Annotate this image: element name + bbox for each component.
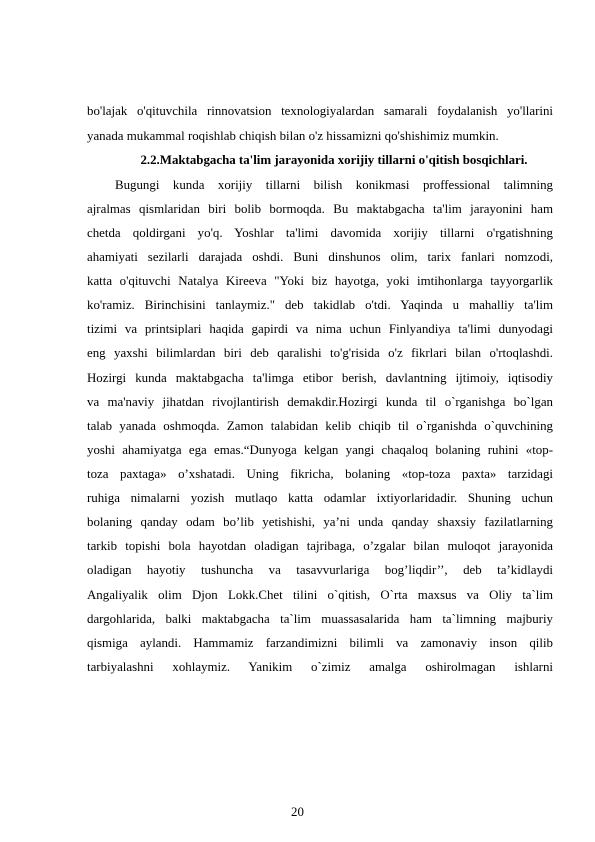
body-line-11: talab yanada oshmoqda. Zamon talabidan kelib chiqib til o`rganishda o`quvchining bbox=[87, 419, 553, 433]
body-line-10: va ma'naviy jihatdan rivojlantirish demakdir.Hozirgi kunda til o`rganishga bo`lgan bbox=[87, 395, 553, 409]
body-line-5: katta o'qituvchi Natalya Kireeva "Yoki biz hayotga, yoki imtihonlarga tayyorgarlik bbox=[87, 274, 553, 288]
body-line-2: ajralmas qismlaridan biri bolib bormoqda. Bu maktabgacha ta'lim jarayonini ham bbox=[87, 202, 553, 216]
page-number: 20 bbox=[291, 805, 304, 819]
body-line-8: eng yaxshi bilimlardan biri deb qaralishi to'g'risida o'z fikrlari bilan o'rtoqlashdi. bbox=[87, 346, 553, 360]
body-line-13: toza paxtaga» o’xshatadi. Uning fikricha, bolaning «top-toza paxta» tarzidagi bbox=[87, 467, 553, 481]
body-line-17: oladigan hayotiy tushuncha va tasavvurlariga bog’liqdir’’, deb ta’kidlaydi bbox=[87, 563, 553, 577]
body-line-12: yoshi ahamiyatga ega emas.“Dunyoga kelgan yangi chaqaloq bolaning ruhini «top- bbox=[87, 443, 553, 457]
section-heading: 2.2.Maktabgacha ta'lim jarayonida xorijiy tillarni o'qitish bosqichlari. bbox=[140, 153, 528, 167]
body-line-18: Angaliyalik olim Djon Lokk.Chet tilini o`qitish, O`rta maxsus va Oliy ta`lim bbox=[87, 588, 553, 602]
body-line-9: Hozirgi kunda maktabgacha ta'limga etibor berish, davlantning ijtimoiy, iqtisodiy bbox=[87, 371, 553, 385]
body-line-15: bolaning qanday odam bo’lib yetishishi, ya’ni unda qanday shaxsiy fazilatlarning bbox=[87, 515, 553, 529]
body-line-4: ahamiyati sezilarli darajada oshdi. Buni dinshunos olim, tarix fanlari nomzodi, bbox=[87, 250, 553, 264]
body-line-6: ko'ramiz. Birinchisini tanlaymiz." deb takidlab o'tdi. Yaqinda u mahalliy ta'lim bbox=[87, 298, 553, 312]
body-line-14: ruhiga nimalarni yozish mutlaqo katta odamlar ixtiyorlaridadir. Shuning uchun bbox=[87, 491, 553, 505]
body-line-3: chetda qoldirgani yo'q. Yoshlar ta'limi davomida xorijiy tillarni o'rgatishning bbox=[87, 226, 553, 240]
body-line-16: tarkib topishi bola hayotdan oladigan tajribaga, o’zgalar bilan muloqot jarayonida bbox=[87, 539, 553, 553]
body-line-20: qismiga aylandi. Hammamiz farzandimizni bilimli va zamonaviy inson qilib bbox=[87, 636, 553, 650]
body-line-19: dargohlarida, balki maktabgacha ta`lim muassasalarida ham ta`limning majburiy bbox=[87, 612, 553, 626]
intro-line-2: yanada mukammal roqishlab chiqish bilan o'z hissamizni qo'shishimiz mumkin. bbox=[87, 129, 499, 143]
body-line-1: Bugungi kunda xorijiy tillarni bilish konikmasi proffessional talimning bbox=[115, 178, 553, 192]
body-line-7: tizimi va printsiplari haqida gapirdi va nima uchun Finlyandiya ta'limi dunyodagi bbox=[87, 322, 553, 336]
body-line-21: tarbiyalashni xohlaymiz. Yanikim o`zimiz amalga oshirolmagan ishlarni bbox=[87, 660, 553, 674]
intro-line-1: bo'lajak o'qituvchila rinnovatsion texnologiyalardan samarali foydalanish yo'llarini bbox=[87, 104, 553, 118]
